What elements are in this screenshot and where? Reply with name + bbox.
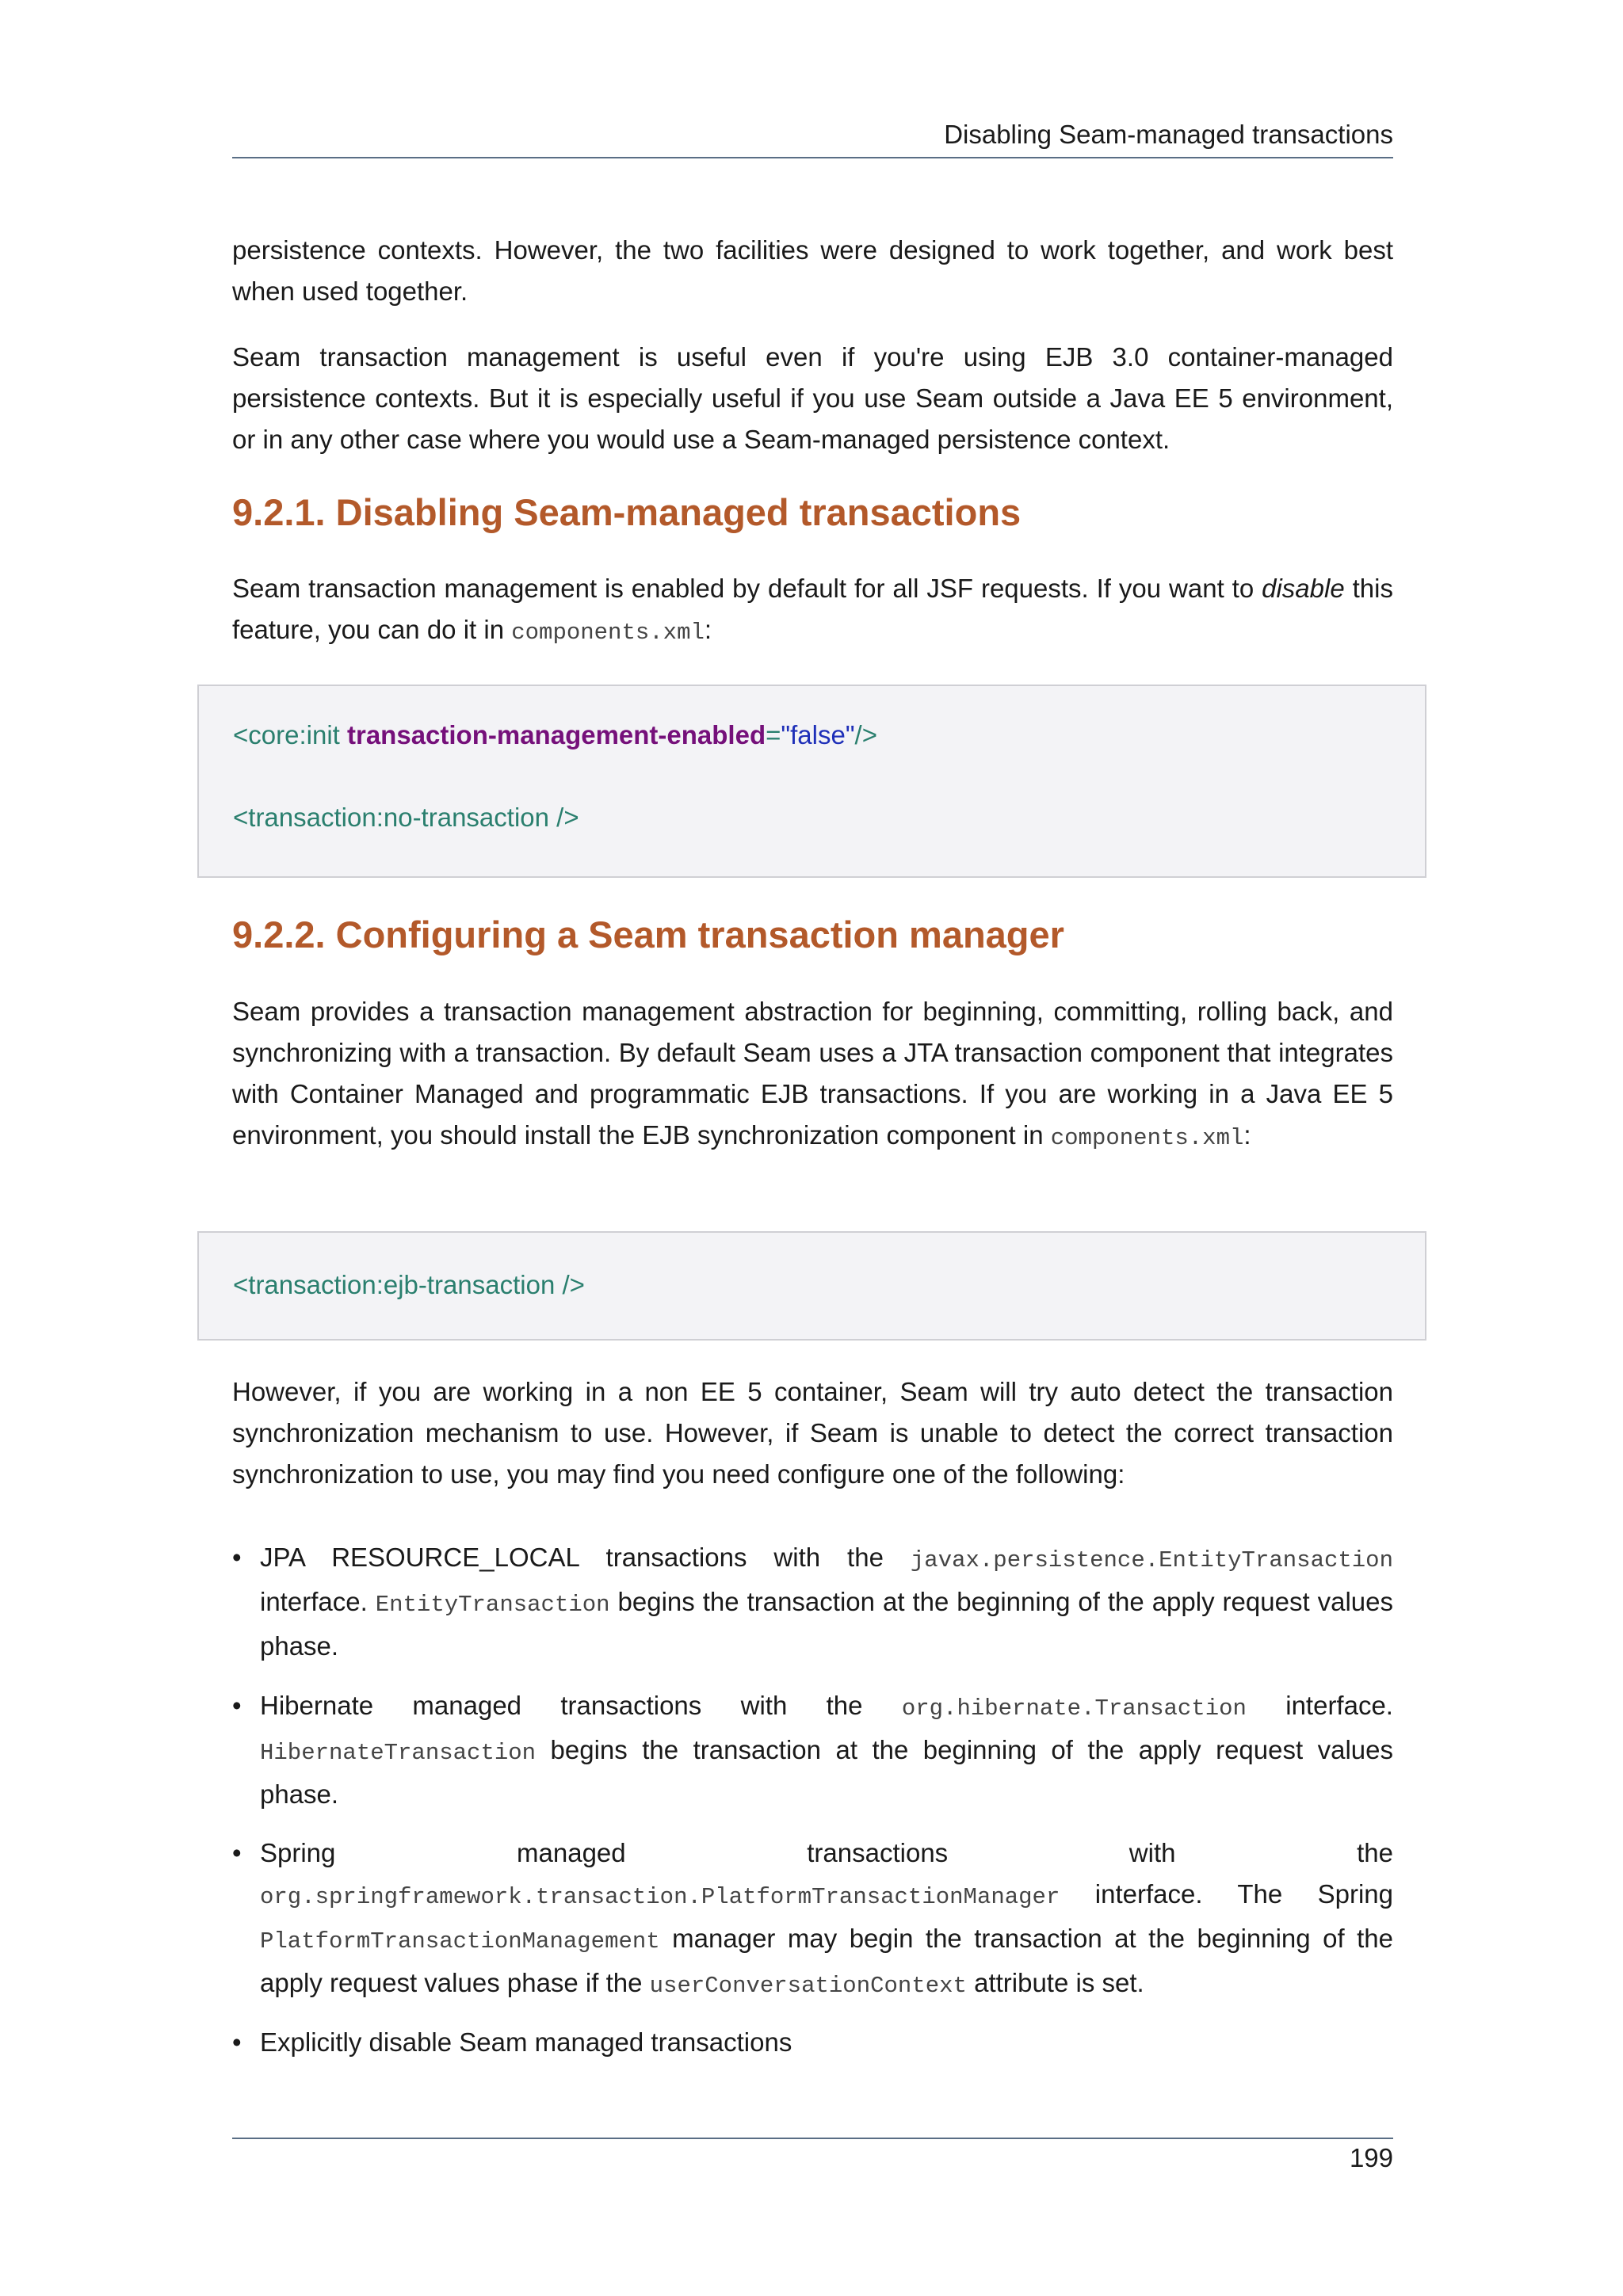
code-block-ejb-transaction: [197, 1231, 1426, 1341]
text-run: Seam provides a transaction management abstraction for beginning, committing, rolling back, and synchronizing with a transaction. By default Seam uses a JTA transaction component that integrates with Container Managed and programmatic EJB transactions. If you are working in a Java EE 5 environment, you should install the EJB synchronization component in: [232, 997, 1393, 1150]
text-run: this feature, you can do it in: [232, 574, 1393, 644]
bullet-2-text: [260, 1685, 1393, 1815]
section-922-text: [232, 991, 1393, 1159]
section-922-p2-text: However, if you are working in a non EE 5 container, Seam will try auto detect the transaction synchronization mechanism to use. However, if Seam is unable to detect the correct transaction synchronization to use, you may find you need configure one of the following:: [232, 1377, 1393, 1489]
list-item: [232, 1685, 1393, 1815]
code-line-core-init: [233, 718, 877, 753]
text-run: manager may begin the transaction at the beginning of the apply request values phase if the: [260, 1924, 1393, 1997]
text-run: interface. The Spring: [1060, 1879, 1393, 1909]
list-item: [232, 2022, 1393, 2063]
section-922-paragraph: [232, 991, 1393, 1159]
inline-code: org.hibernate.Transaction: [901, 1695, 1247, 1722]
text-run: JPA RESOURCE_LOCAL transactions with the: [260, 1543, 911, 1572]
inline-code: EntityTransaction: [375, 1592, 610, 1618]
section-922-heading: 9.2.2. Configuring a Seam transaction manager: [232, 913, 1064, 955]
code-tag-close: />: [854, 720, 877, 749]
list-item: [232, 1833, 1393, 2007]
text-run: Spring managed transactions with the: [260, 1838, 1393, 1867]
header-rule: [232, 157, 1393, 158]
running-header: Disabling Seam-managed transactions: [944, 120, 1393, 149]
list-item: [232, 1537, 1393, 1667]
section-922-paragraph-2: [232, 1371, 1393, 1495]
text-run: attribute is set.: [966, 1968, 1144, 1997]
inline-code-components-xml: components.xml: [511, 620, 705, 646]
code-block-disable-transactions: [197, 685, 1426, 878]
bullet-dot: •: [232, 1543, 242, 1572]
page-number: 199: [1349, 2143, 1393, 2172]
intro-p2-text: Seam transaction management is useful even if you're using EJB 3.0 container-managed persistence contexts. But it is especially useful if you use Seam outside a Java EE 5 environment, or in any other case where you would use a Seam-managed persistence context.: [232, 342, 1393, 454]
code-attribute: transaction-management-enabled: [347, 720, 766, 749]
bullet-3-text: [260, 1833, 1393, 2007]
section-921-paragraph: [232, 568, 1393, 654]
code-value: "false": [781, 720, 855, 749]
code-line-no-transaction: <transaction:no-transaction />: [233, 803, 579, 832]
code-tag-open: <core:init: [233, 720, 347, 749]
bullet-dot: •: [232, 2027, 242, 2057]
text-run: Seam transaction management is enabled by default for all JSF requests. If you want to: [232, 574, 1262, 603]
intro-paragraph-1: [232, 230, 1393, 312]
emphasis-disable: disable: [1262, 574, 1345, 603]
section-921-heading: 9.2.1. Disabling Seam-managed transactions: [232, 491, 1022, 533]
section-921-heading-wrap: [232, 489, 1393, 536]
section-921-text: [232, 568, 1393, 654]
footer-rule: [232, 2138, 1393, 2139]
code-line-ejb-transaction: <transaction:ejb-transaction />: [233, 1270, 585, 1299]
intro-paragraph-2: [232, 337, 1393, 460]
text-run: Hibernate managed transactions with the: [260, 1691, 902, 1720]
bullet-dot: •: [232, 1838, 242, 1867]
section-922-heading-wrap: [232, 911, 1393, 959]
inline-code: userConversationContext: [649, 1973, 967, 1999]
text-run: :: [704, 615, 712, 644]
inline-code-components-xml: components.xml: [1050, 1125, 1244, 1151]
code-equals: =: [766, 720, 781, 749]
bullet-1-text: [260, 1537, 1393, 1667]
bullet-4-text: Explicitly disable Seam managed transactions: [260, 2027, 792, 2057]
inline-code: javax.persistence.EntityTransaction: [910, 1547, 1393, 1573]
bullet-dot: •: [232, 1691, 242, 1720]
inline-code: HibernateTransaction: [260, 1740, 537, 1766]
inline-code: PlatformTransactionManagement: [260, 1928, 660, 1955]
inline-code: org.springframework.transaction.PlatformTransactionManager: [260, 1884, 1060, 1910]
text-run: begins the transaction at the beginning of the apply request values phase.: [260, 1587, 1393, 1661]
text-run: interface.: [260, 1587, 376, 1616]
text-run: :: [1243, 1120, 1251, 1150]
text-run: interface.: [1246, 1691, 1393, 1720]
text-run: begins the transaction at the beginning of the apply request values phase.: [260, 1735, 1393, 1809]
intro-p1-text: persistence contexts. However, the two facilities were designed to work together, and work best when used together.: [232, 235, 1393, 306]
